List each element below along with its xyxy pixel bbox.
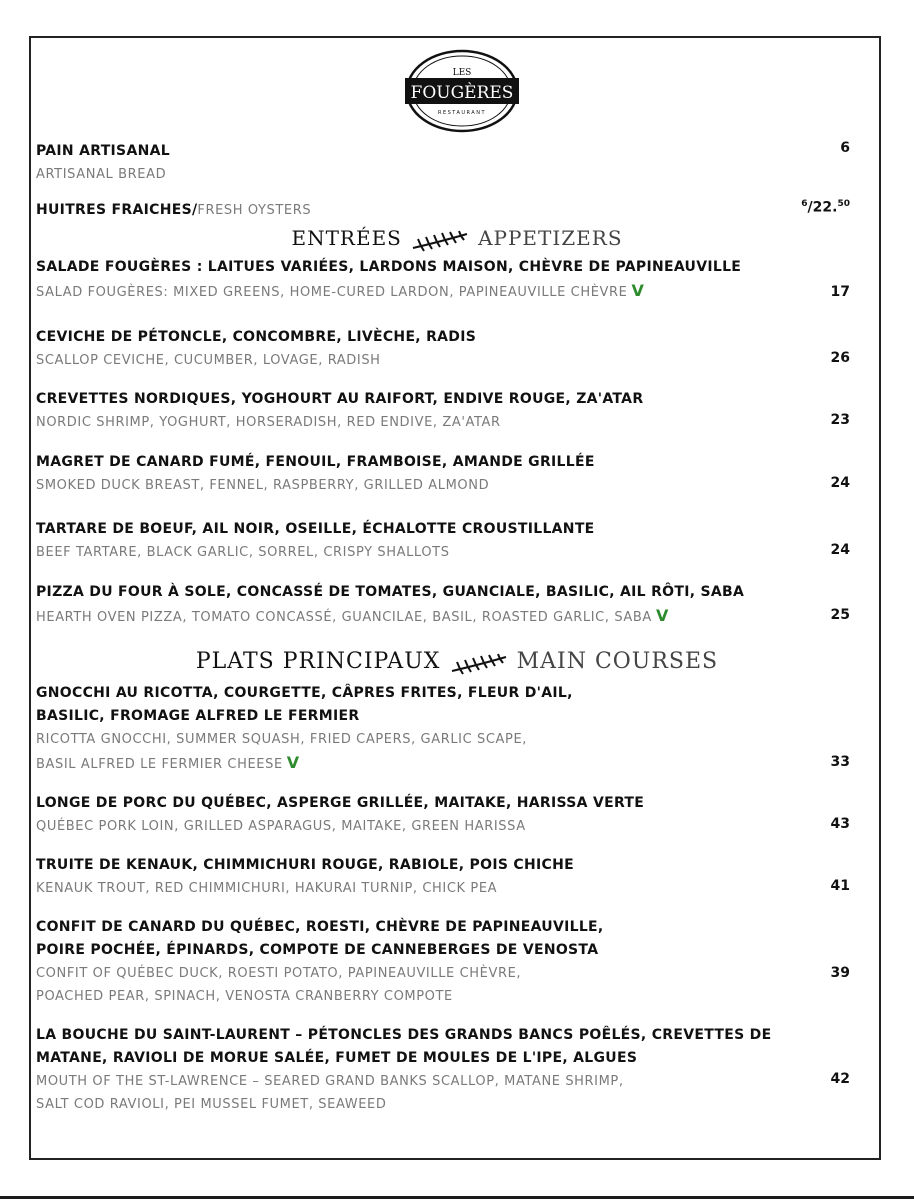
menu-item — [36, 916, 856, 1008]
svg-text:FOUGÈRES: FOUGÈRES — [410, 83, 514, 103]
item-price: 39 — [830, 965, 850, 981]
heading-fr: PLATS PRINCIPAUX — [195, 649, 441, 674]
item-name-en: SCALLOP CEVICHE, CUCUMBER, LOVAGE, RADISH — [36, 353, 381, 368]
menu-item — [36, 682, 856, 776]
item-name-en: CONFIT OF QUÉBEC DUCK, ROESTI POTATO, PAPINEAUVILLE CHÈVRE, — [36, 966, 522, 981]
item-name-fr: GNOCCHI AU RICOTTA, COURGETTE, CÂPRES FRITES, FLEUR D'AIL, — [36, 685, 573, 701]
item-price: 42 — [830, 1071, 850, 1087]
heading-en: APPETIZERS — [478, 226, 623, 250]
item-name-en: KENAUK TROUT, RED CHIMMICHURI, HAKURAI TURNIP, CHICK PEA — [36, 881, 498, 896]
item-name-fr: CONFIT DE CANARD DU QUÉBEC, ROESTI, CHÈVRE DE PAPINEAUVILLE, — [36, 919, 604, 935]
item-name-fr: BASILIC, FROMAGE ALFRED LE FERMIER — [36, 708, 360, 724]
fern-icon — [411, 230, 469, 252]
menu-item — [36, 581, 856, 629]
vegetarian-icon: V — [631, 281, 645, 300]
item-name-fr: HUITRES FRAICHES/ — [36, 202, 198, 218]
item-price: 33 — [830, 754, 850, 770]
item-name-en-text: BASIL ALFRED LE FERMIER CHEESE — [36, 757, 283, 772]
item-name-fr: MATANE, RAVIOLI DE MORUE SALÉE, FUMET DE MOULES DE L'IPE, ALGUES — [36, 1050, 638, 1066]
item-name-fr: CREVETTES NORDIQUES, YOGHOURT AU RAIFORT, ENDIVE ROUGE, ZA'ATAR — [36, 391, 644, 407]
item-name-fr: LA BOUCHE DU SAINT-LAURENT – PÉTONCLES DES GRANDS BANCS POÊLÉS, CREVETTES DE — [36, 1027, 772, 1043]
section-heading-main-courses — [0, 649, 914, 675]
item-name-fr: SALADE FOUGÈRES : LAITUES VARIÉES, LARDONS MAISON, CHÈVRE DE PAPINEAUVILLE — [36, 259, 742, 275]
item-name-fr: TARTARE DE BOEUF, AIL NOIR, OSEILLE, ÉCHALOTTE CROUSTILLANTE — [36, 521, 595, 537]
section-heading-appetizers — [0, 226, 914, 252]
vegetarian-icon: V — [286, 753, 300, 772]
item-name-en: FRESH OYSTERS — [197, 203, 312, 218]
menu-item-bread — [36, 140, 856, 186]
item-name-en: QUÉBEC PORK LOIN, GRILLED ASPARAGUS, MAITAKE, GREEN HARISSA — [36, 819, 526, 834]
menu-item — [36, 1024, 856, 1116]
item-name-en: ARTISANAL BREAD — [36, 167, 167, 182]
price-part: /22. — [807, 199, 838, 216]
item-name-fr: MAGRET DE CANARD FUMÉ, FENOUIL, FRAMBOISE, AMANDE GRILLÉE — [36, 454, 595, 470]
heading-fr: ENTRÉES — [291, 226, 402, 250]
item-name-en: SMOKED DUCK BREAST, FENNEL, RASPBERRY, GRILLED ALMOND — [36, 478, 490, 493]
svg-text:LES: LES — [452, 68, 472, 78]
restaurant-logo — [404, 48, 520, 134]
item-name-en-text: HEARTH OVEN PIZZA, TOMATO CONCASSÉ, GUANCILAE, BASIL, ROASTED GARLIC, SABA — [36, 610, 652, 625]
menu-item — [36, 451, 856, 497]
item-name-en-text: SALAD FOUGÈRES: MIXED GREENS, HOME-CURED LARDON, PAPINEAUVILLE CHÈVRE — [36, 285, 628, 300]
item-name-en: POACHED PEAR, SPINACH, VENOSTA CRANBERRY COMPOTE — [36, 989, 453, 1004]
vegetarian-icon: V — [655, 606, 669, 625]
item-name — [36, 199, 856, 222]
menu-item — [36, 256, 856, 304]
heading-en: MAIN COURSES — [516, 649, 719, 674]
menu-item — [36, 518, 856, 564]
item-name-fr: LONGE DE PORC DU QUÉBEC, ASPERGE GRILLÉE, MAITAKE, HARISSA VERTE — [36, 795, 645, 811]
item-name-fr: CEVICHE DE PÉTONCLE, CONCOMBRE, LIVÈCHE, RADIS — [36, 329, 477, 345]
item-name-en: MOUTH OF THE ST-LAWRENCE – SEARED GRAND BANKS SCALLOP, MATANE SHRIMP, — [36, 1074, 624, 1089]
fern-icon — [450, 653, 508, 675]
menu-item — [36, 388, 856, 434]
menu-item-oysters — [36, 199, 856, 222]
item-name-fr: POIRE POCHÉE, ÉPINARDS, COMPOTE DE CANNEBERGES DE VENOSTA — [36, 942, 599, 958]
item-price: 41 — [830, 878, 850, 894]
item-price: 26 — [830, 350, 850, 366]
menu-item — [36, 792, 856, 838]
item-price: 25 — [830, 607, 850, 623]
item-price: 43 — [830, 816, 850, 832]
item-name-fr: TRUITE DE KENAUK, CHIMMICHURI ROUGE, RABIOLE, POIS CHICHE — [36, 857, 574, 873]
item-name-en — [36, 751, 856, 776]
item-name-en: NORDIC SHRIMP, YOGHURT, HORSERADISH, RED ENDIVE, ZA'ATAR — [36, 415, 501, 430]
item-price: 24 — [830, 475, 850, 491]
item-name-fr: PIZZA DU FOUR À SOLE, CONCASSÉ DE TOMATES, GUANCIALE, BASILIC, AIL RÔTI, SABA — [36, 584, 745, 600]
item-name-en — [36, 604, 856, 629]
item-price: 17 — [830, 284, 850, 300]
page-divider — [0, 1196, 914, 1199]
menu-item — [36, 326, 856, 372]
item-price: 6 — [840, 140, 850, 156]
price-part: 6 — [801, 199, 808, 209]
item-price: 23 — [830, 412, 850, 428]
price-part: 50 — [837, 199, 850, 209]
item-name-en: BEEF TARTARE, BLACK GARLIC, SORREL, CRISPY SHALLOTS — [36, 545, 450, 560]
item-price: 24 — [830, 542, 850, 558]
item-name-en: SALT COD RAVIOLI, PEI MUSSEL FUMET, SEAWEED — [36, 1097, 387, 1112]
item-price — [801, 199, 850, 216]
menu-item — [36, 854, 856, 900]
item-name-fr: PAIN ARTISANAL — [36, 143, 170, 159]
svg-text:RESTAURANT: RESTAURANT — [437, 110, 487, 116]
item-name-en: RICOTTA GNOCCHI, SUMMER SQUASH, FRIED CAPERS, GARLIC SCAPE, — [36, 732, 528, 747]
item-name-en — [36, 279, 856, 304]
